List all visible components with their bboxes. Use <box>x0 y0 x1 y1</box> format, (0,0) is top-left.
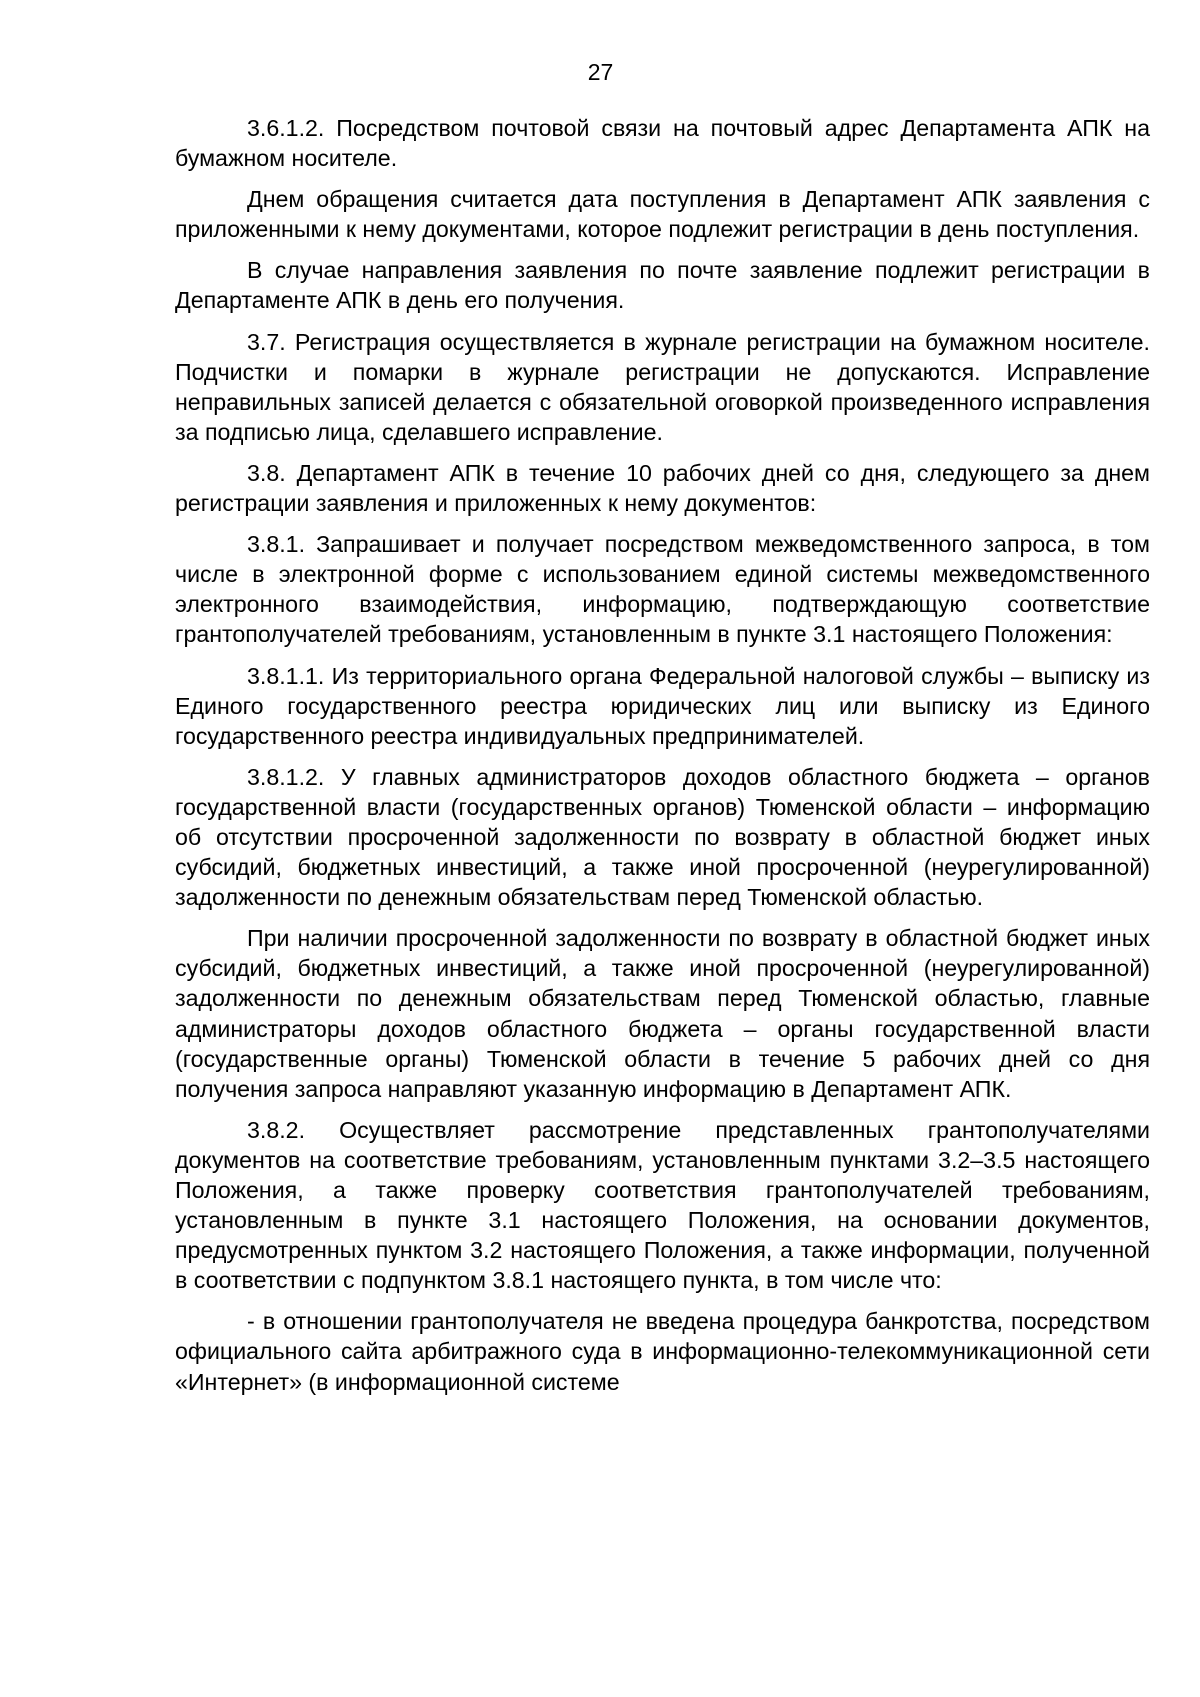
paragraph-3-8: 3.8. Департамент АПК в течение 10 рабочих дней со дня, следующего за днем регистрации заявления и приложенных к нему документов: <box>175 459 1150 517</box>
paragraph-application-date: Днем обращения считается дата поступления в Департамент АПК заявления с приложенными к нему документами, которое подлежит регистрации в день поступления. <box>175 186 1150 243</box>
paragraph-3-6-1-2: 3.6.1.2. Посредством почтовой связи на почтовый адрес Департамента АПК на бумажном носителе. <box>175 115 1150 172</box>
paragraph-bankruptcy-check: - в отношении грантополучателя не введена процедура банкротства, посредством официального сайта арбитражного суда в информационно-телекоммуникационной сети «Интернет» (в информационной системе <box>175 1308 1150 1395</box>
document-body <box>175 113 1150 1408</box>
page-number: 27 <box>587 59 614 85</box>
paragraph-overdue-debt: При наличии просроченной задолженности по возврату в областной бюджет иных субсидий, бюджетных инвестиций, а также иной просроченной (неурегулированной) задолженности по денежным обязательствам перед Тюменской областью, главные администраторы доходов областного бюджета – органы государственной власти (государственные органы) Тюменской области в течение 5 рабочих дней со дня получения запроса направляют указанную информацию в Департамент АПК. <box>175 925 1150 1102</box>
paragraph-3-8-2: 3.8.2. Осуществляет рассмотрение представленных грантополучателями документов на соответствие требованиям, установленным пунктами 3.2–3.5 настоящего Положения, а также проверку соответствия грантополучателей требованиям, установленным в пункте 3.1 настоящего Положения, на основании документов, предусмотренных пунктом 3.2 настоящего Положения, а также информации, полученной в соответствии с подпунктом 3.8.1 настоящего пункта, в том числе что: <box>175 1116 1150 1294</box>
paragraph-postal-registration: В случае направления заявления по почте заявление подлежит регистрации в Департаменте АПК в день его получения. <box>175 257 1150 314</box>
paragraph-3-8-1: 3.8.1. Запрашивает и получает посредством межведомственного запроса, в том числе в электронной форме с использованием единой системы межведомственного электронного взаимодействия, информацию, подтверждающую соответствие грантополучателей требованиям, установленным в пункте 3.1 настоящего Положения: <box>175 531 1150 648</box>
paragraph-3-8-1-2: 3.8.1.2. У главных администраторов доходов областного бюджета – органов государственной власти (государственных органов) Тюменской области – информацию об отсутствии просроченной задолженности по возврату в областной бюджет иных субсидий, бюджетных инвестиций, а также иной просроченной (неурегулированной) задолженности по денежным обязательствам перед Тюменской областью. <box>175 763 1150 911</box>
paragraph-3-7: 3.7. Регистрация осуществляется в журнале регистрации на бумажном носителе. Подчистки и помарки в журнале регистрации не допускаются. Исправление неправильных записей делается с обязательной оговоркой произведенного исправления за подписью лица, сделавшего исправление. <box>175 328 1150 445</box>
paragraph-3-8-1-1: 3.8.1.1. Из территориального органа Федеральной налоговой службы – выписку из Единого государственного реестра юридических лиц или выписку из Единого государственного реестра индивидуальных предпринимателей. <box>175 662 1150 749</box>
